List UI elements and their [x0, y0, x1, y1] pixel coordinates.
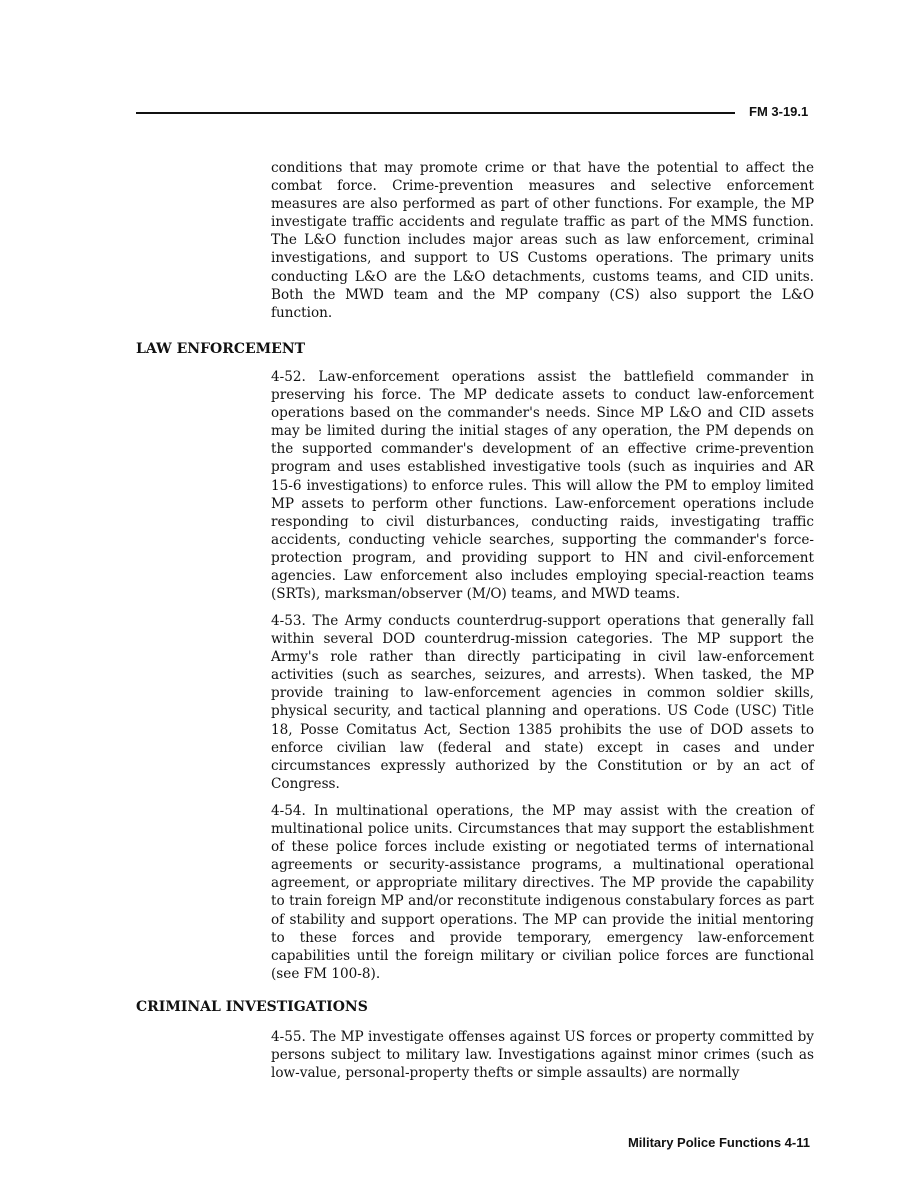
header-rule — [136, 112, 735, 114]
section-heading-law-enforcement: LAW ENFORCEMENT — [136, 341, 306, 357]
section-heading-criminal-investigations: CRIMINAL INVESTIGATIONS — [136, 999, 368, 1015]
paragraph-4-54: 4-54. In multinational operations, the MP may assist with the creation of multinational police units. Circumstances that may support the establishment of these police forces include existing or negotiated terms of international agreements or security-assistance programs, a multinational operational agreement, or appropriate military directives. The MP provide the capability to train foreign MP and/or reconstitute indigenous constabulary forces as part of stability and support operations. The MP can provide the initial mentoring to these forces and provide temporary, emergency law-enforcement capabilities until the foreign military or civilian police forces are functional (see FM 100-8). — [271, 803, 814, 982]
document-id: FM 3-19.1 — [749, 104, 809, 119]
paragraph-4-55: 4-55. The MP investigate offenses against US forces or property committed by persons subject to military law. Investigations against minor crimes (such as low-value, personal-property thefts or simple assaults) are normally — [271, 1029, 814, 1082]
paragraph-4-52: 4-52. Law-enforcement operations assist the battlefield commander in preserving his force. The MP dedicate assets to conduct law-enforcement operations based on the commander's needs. Since MP L&O and CID assets may be limited during the initial stages of any operation, the PM depends on the supported commander's development of an effective crime-prevention program and uses established investigative tools (such as inquiries and AR 15-6 investigations) to enforce rules. This will allow the PM to employ limited MP assets to perform other functions. Law-enforcement operations include responding to civil disturbances, conducting raids, investigating traffic accidents, conducting vehicle searches, supporting the commander's force-protection program, and providing support to HN and civil-enforcement agencies. Law enforcement also includes employing special-reaction teams (SRTs), marksman/observer (M/O) teams, and MWD teams. — [271, 369, 814, 603]
intro-paragraph: conditions that may promote crime or that have the potential to affect the combat force. Crime-prevention measures and selective enforcement measures are also performed as part of other functions. For example, the MP investigate traffic accidents and regulate traffic as part of the MMS function. The L&O function includes major areas such as law enforcement, criminal investigations, and support to US Customs operations. The primary units conducting L&O are the L&O detachments, customs teams, and CID units. Both the MWD team and the MP company (CS) also support the L&O function. — [271, 160, 814, 321]
page-footer: Military Police Functions 4-11 — [627, 1135, 810, 1150]
paragraph-4-53: 4-53. The Army conducts counterdrug-support operations that generally fall within several DOD counterdrug-mission categories. The MP support the Army's role rather than directly participating in civil law-enforcement activities (such as searches, seizures, and arrests). When tasked, the MP provide training to law-enforcement agencies in common soldier skills, physical security, and tactical planning and operations. US Code (USC) Title 18, Posse Comitatus Act, Section 1385 prohibits the use of DOD assets to enforce civilian law (federal and state) except in cases and under circumstances expressly authorized by the Constitution or by an act of Congress. — [271, 613, 814, 792]
